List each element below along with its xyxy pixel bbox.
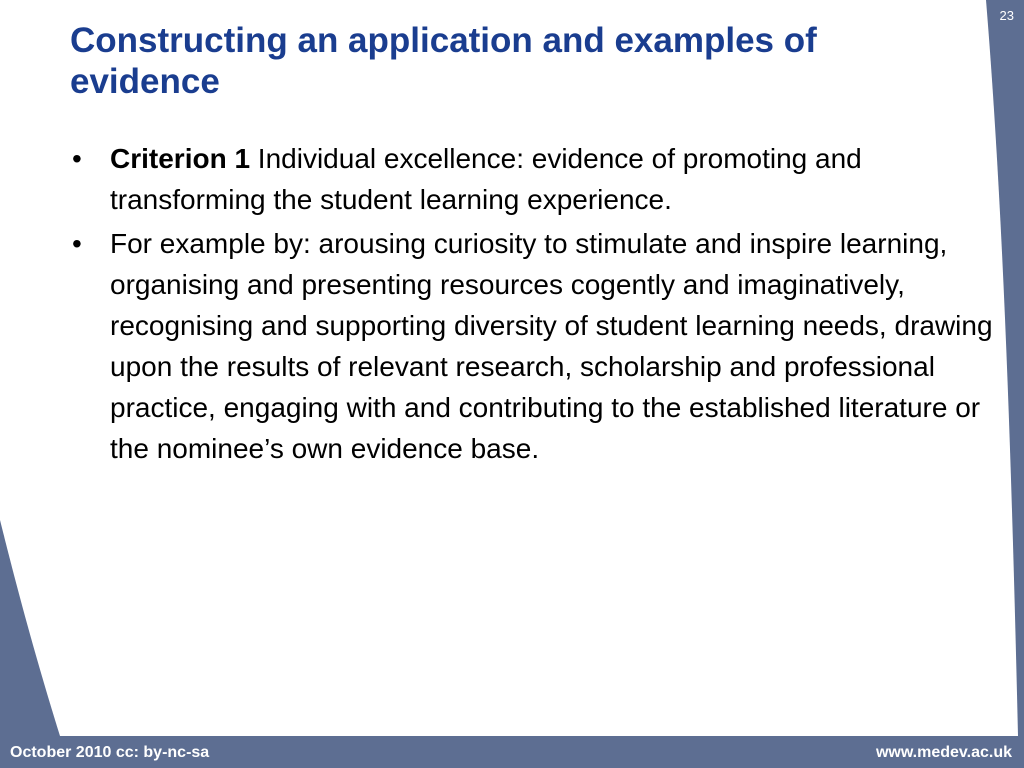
slide-title: Constructing an application and examples of evidence: [70, 21, 817, 101]
footer-website: www.medev.ac.uk: [875, 744, 1012, 761]
bullet-item-criterion: [72, 138, 1002, 220]
bullet-list: [72, 138, 1002, 472]
criterion-text: Individual excellence: evidence of promoting and transforming the student learning experience.: [110, 143, 862, 215]
criterion-label: Criterion 1: [110, 143, 251, 174]
examples-text: For example by: arousing curiosity to stimulate and inspire learning, organising and presenting resources cogently and imaginatively, recognising and supporting diversity of student learning needs, drawing upon the results of relevant research, scholarship and professional practice, engaging with and contributing to the established literature or the nominee’s own evidence base.: [110, 228, 993, 464]
footer-date-license: October 2010 cc: by-nc-sa: [10, 744, 210, 761]
bullet-item-examples: [72, 223, 1002, 469]
bullet-icon: •: [72, 228, 82, 259]
bullet-icon: •: [72, 143, 82, 174]
slide-number: 23: [999, 8, 1014, 23]
